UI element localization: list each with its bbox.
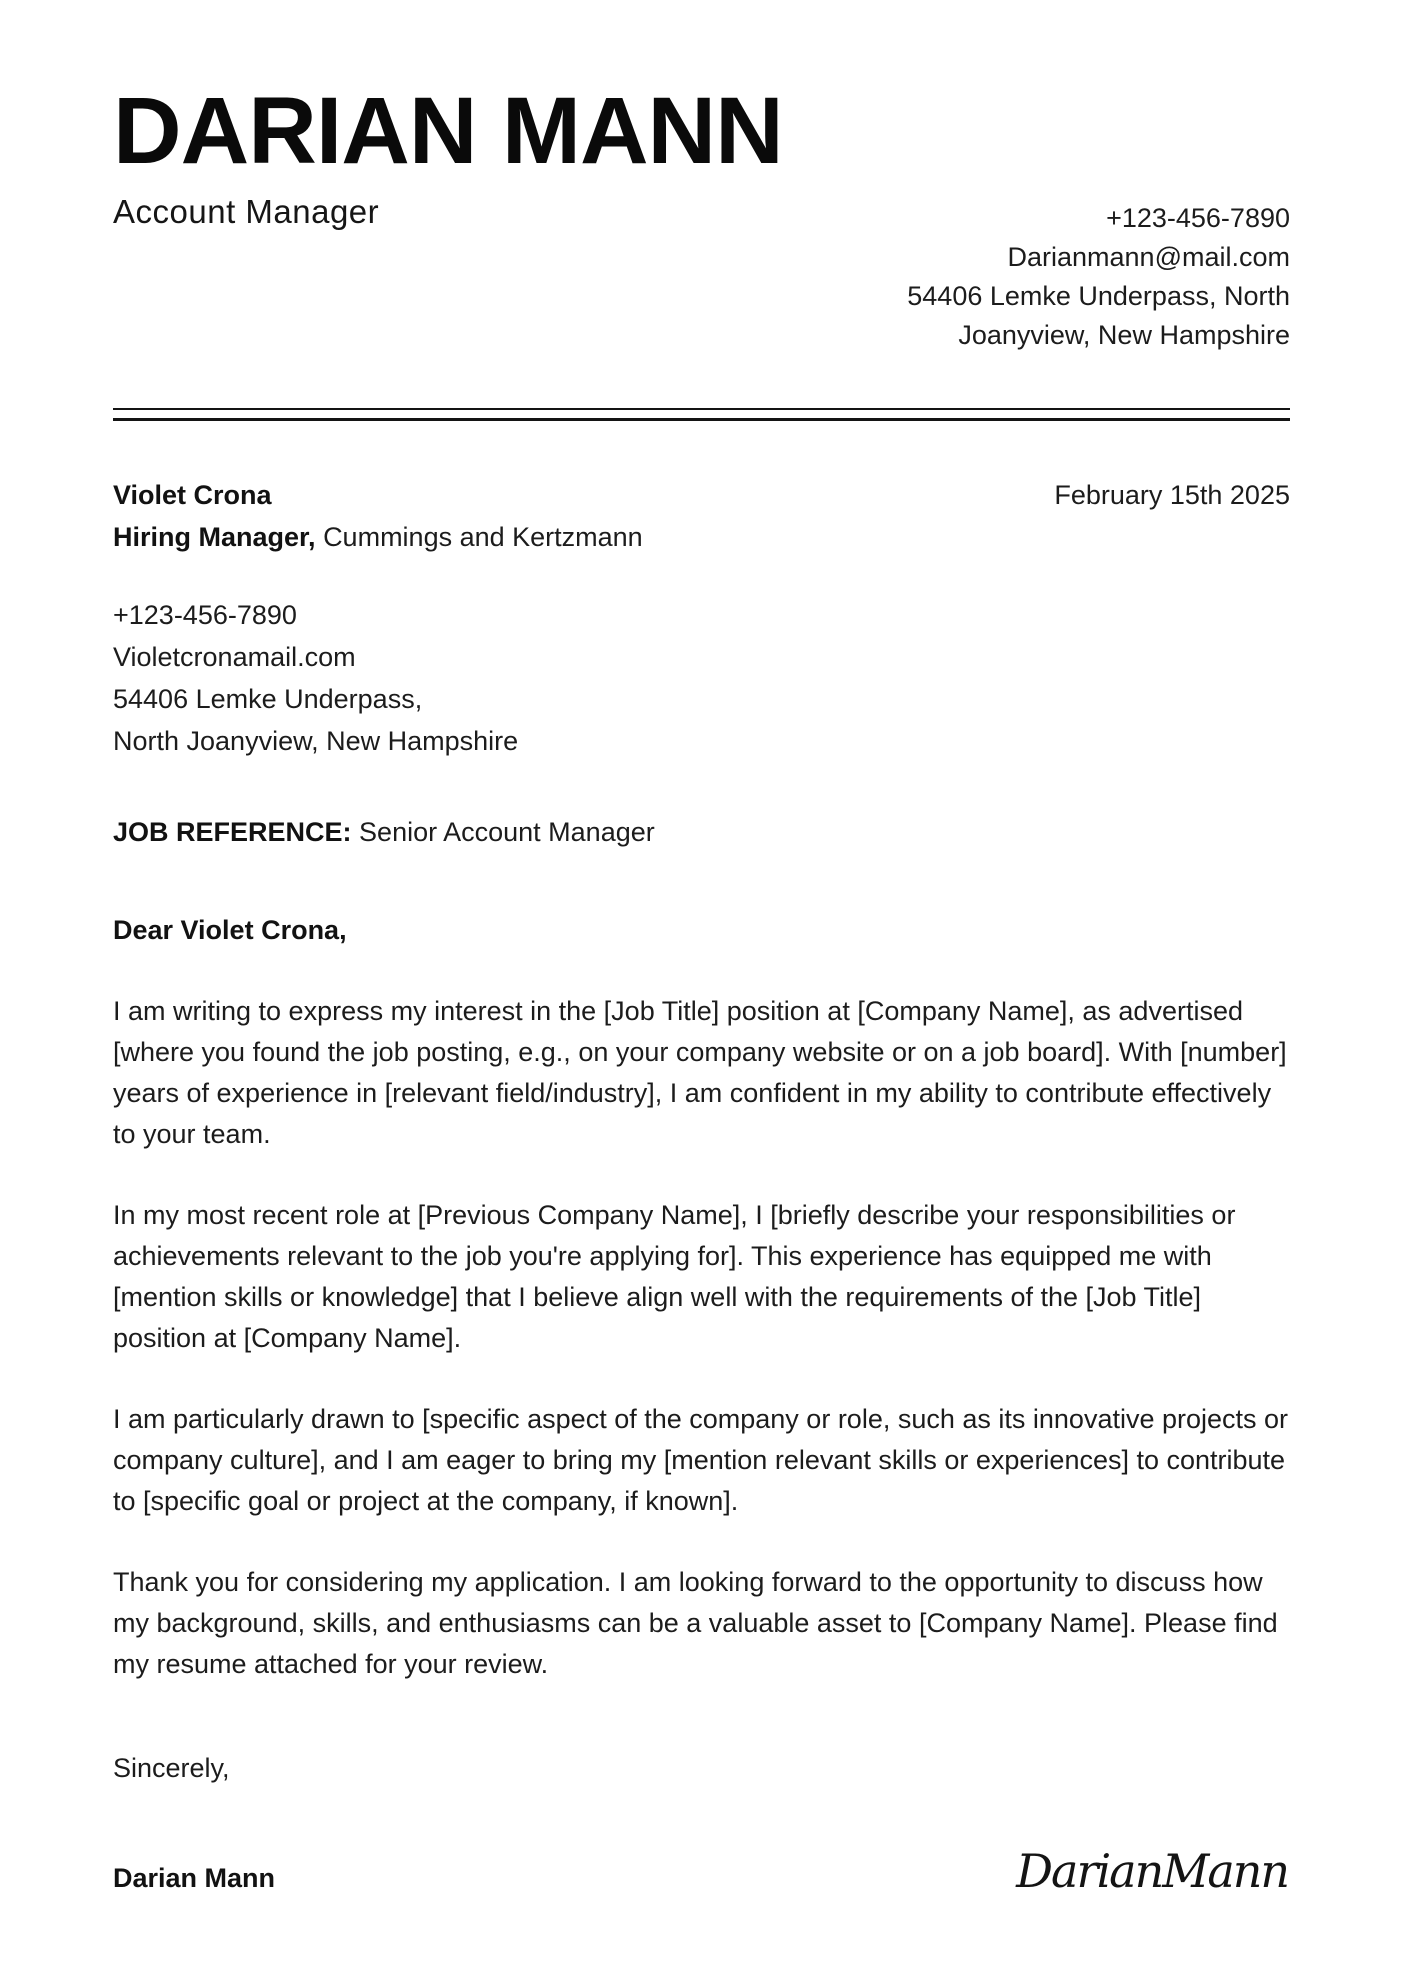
applicant-address-line2: Joanyview, New Hampshire — [958, 320, 1290, 350]
letter-date: February 15th 2025 — [1054, 480, 1290, 510]
recipient-role: Hiring Manager, — [113, 522, 316, 552]
signature-printed-name: Darian Mann — [113, 1863, 276, 1893]
signature-script: DarianMann — [1016, 1844, 1288, 1898]
recipient-company: Cummings and Kertzmann — [323, 522, 643, 552]
recipient-email: Violetcronamail.com — [113, 642, 356, 672]
applicant-contact-block — [907, 199, 1290, 355]
applicant-phone: +123-456-7890 — [1106, 203, 1290, 233]
job-reference-line — [113, 811, 1290, 853]
header-row — [113, 193, 1290, 355]
recipient-contact-block — [113, 594, 1290, 762]
recipient-row — [113, 474, 1290, 558]
salutation: Dear Violet Crona, — [113, 915, 347, 945]
recipient-address-line1: 54406 Lemke Underpass, — [113, 684, 423, 714]
recipient-role-line — [113, 516, 643, 558]
applicant-job-title: Account Manager — [113, 193, 380, 230]
applicant-address-line1: 54406 Lemke Underpass, North — [907, 281, 1290, 311]
applicant-name: DARIAN MANN — [113, 78, 783, 184]
applicant-email: Darianmann@mail.com — [1007, 242, 1290, 272]
recipient-address-line2: North Joanyview, New Hampshire — [113, 726, 519, 756]
job-reference-value: Senior Account Manager — [359, 817, 655, 847]
letter-paragraph: Thank you for considering my application. I am looking forward to the opportunity to discuss how my background, skills, and enthusiasms can be a valuable asset to [Company Name]. Please find my resume attached for your review. — [113, 1567, 1278, 1679]
closing-word: Sincerely, — [113, 1753, 230, 1783]
job-reference-label: JOB REFERENCE: — [113, 817, 352, 847]
signature-row — [113, 1844, 1290, 1899]
recipient-name: Violet Crona — [113, 480, 272, 510]
double-rule-divider — [113, 408, 1290, 421]
letter-paragraph: In my most recent role at [Previous Company Name], I [briefly describe your responsibilities or achievements relevant to the job you're applying for]. This experience has equipped me with [mention skills or knowledge] that I believe align well with the requirements of the [Job Title] position at [Company Name]. — [113, 1200, 1236, 1353]
recipient-block — [113, 474, 643, 558]
recipient-phone: +123-456-7890 — [113, 600, 297, 630]
letter-paragraph: I am writing to express my interest in the [Job Title] position at [Company Name], as advertised [where you found the job posting, e.g., on your company website or on a job board]. With [number] years of experience in [relevant field/industry], I am confident in my ability to contribute effectively to your team. — [113, 996, 1287, 1149]
letter-paragraph: I am particularly drawn to [specific aspect of the company or role, such as its innovative projects or company culture], and I am eager to bring my [mention relevant skills or experiences] to contribute to [specific goal or project at the company, if known]. — [113, 1404, 1289, 1516]
